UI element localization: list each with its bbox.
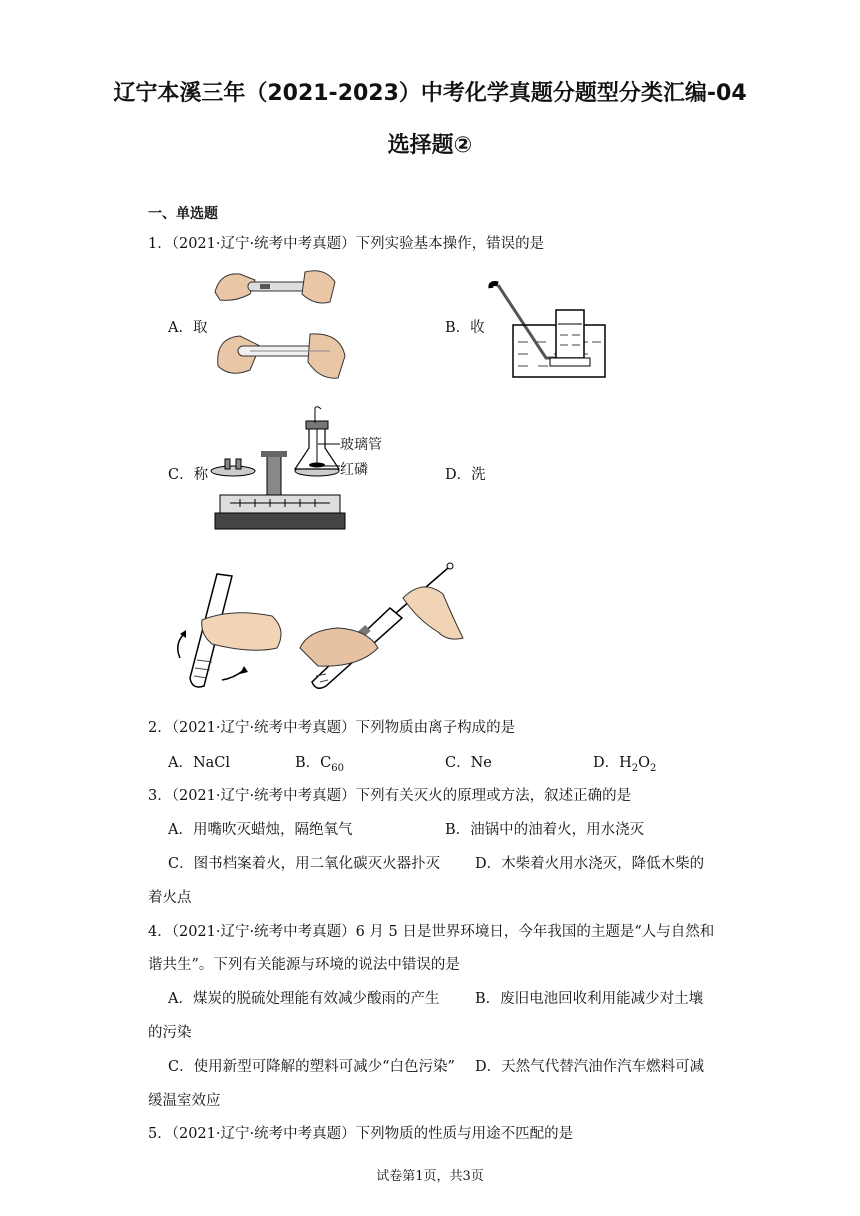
q2-option-b: B．$C_{60}$ [295,755,344,774]
q3-option-a: A．用嘴吹灭蜡烛，隔绝氧气 [168,822,353,838]
q1-option-d: D．洗 [445,467,486,483]
q4-option-d: D．天然气代替汽油作汽车燃料可减 [475,1059,705,1075]
q3-option-b: B．油锅中的油着火，用水浇灭 [445,822,645,838]
q4-option-b: B．废旧电池回收利用能减少对土壤 [475,991,704,1007]
page-footer: 试卷第1页，共3页 [376,1169,484,1184]
section-heading: 一、单选题 [148,206,218,222]
q3-stem: 3．（2021·辽宁·统考中考真题）下列有关灭火的原理或方法，叙述正确的是 [148,788,632,804]
q3-option-c: C．图书档案着火，用二氧化碳灭火器扑灭 [168,856,441,872]
q1-d-brush-tube-image [298,558,468,694]
q2-option-d: D．$H_2O_2$ [593,755,657,774]
q5-stem: 5．（2021·辽宁·统考中考真题）下列物质的性质与用途不匹配的是 [148,1126,574,1142]
q4-option-d-continued: 缓温室效应 [148,1093,221,1109]
q1-option-c: C．称 [168,467,209,483]
page-title-line1: 辽宁本溪三年（2021-2023）中考化学真题分题型分类汇编-04 [113,81,747,106]
q1-b-gas-collection-image [488,280,608,380]
q4-option-a: A．煤炭的脱硫处理能有效减少酸雨的产生 [168,991,440,1007]
q1-a-image-top [210,262,340,312]
page-title-line2: 选择题② [387,133,473,158]
q3-option-d-continued: 着火点 [148,890,192,906]
q4-option-c: C．使用新型可降解的塑料可减少“白色污染” [168,1059,455,1075]
q3-option-d: D．木柴着火用水浇灭，降低木柴的 [475,856,705,872]
q4-option-b-continued: 的污染 [148,1025,192,1041]
q1-label-red-phosphorus: 红磷 [340,462,368,478]
q1-c-label-leaders [318,436,342,470]
q4-stem-line1: 4．（2021·辽宁·统考中考真题）6 月 5 日是世界环境日，今年我国的主题是“人与自然和 [148,924,715,940]
q4-stem-line2: 谐共生”。下列有关能源与环境的说法中错误的是 [148,957,460,973]
q2-option-a: A．NaCl [168,755,231,771]
q1-stem: 1．（2021·辽宁·统考中考真题）下列实验基本操作，错误的是 [148,236,545,252]
q2-option-c: C．Ne [445,755,492,771]
q1-d-shake-tube-image [172,568,292,694]
q1-a-image-bottom [210,326,350,384]
q1-label-glass-tube: 玻璃管 [340,437,382,453]
q2-stem: 2．（2021·辽宁·统考中考真题）下列物质由离子构成的是 [148,720,516,736]
q1-option-b: B．收 [445,320,485,336]
q1-option-a: A．取 [168,320,208,336]
